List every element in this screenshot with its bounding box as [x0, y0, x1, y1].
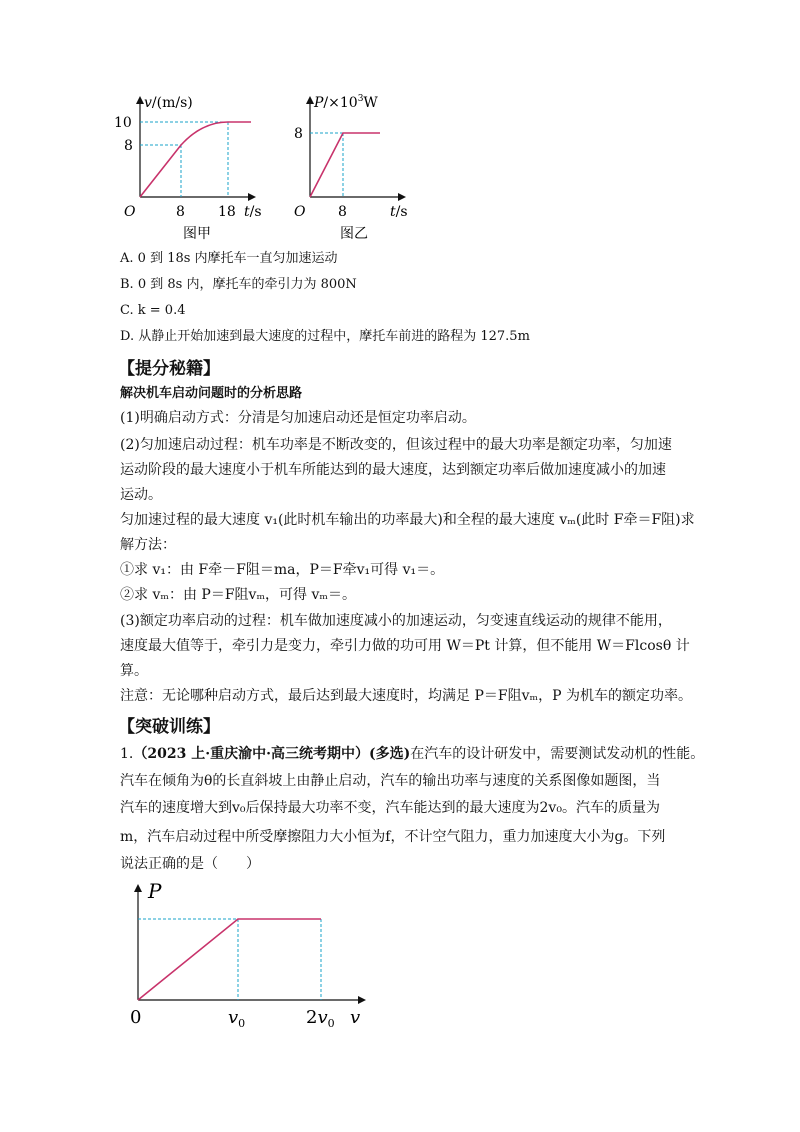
p-v-curve — [138, 919, 321, 1000]
option-d: D. 从静止开始加速到最大速度的过程中，摩托车前进的路程为 127.5m — [120, 329, 530, 344]
question-line: 汽车的速度增大到v₀后保持最大功率不变，汽车能达到的最大速度为2v₀。汽车的质量为 — [120, 800, 660, 816]
y-axis-label: v/(m/s) — [144, 95, 193, 111]
question-line: 1.（2023 上·重庆渝中·高三统考期中）(多选)在汽车的设计研发中，需要测试发动机的性能。 — [120, 746, 705, 762]
x-tick: 8 — [338, 204, 347, 220]
text-line: 注意：无论哪种启动方式，最后达到最大速度时，均满足 P＝F阻vₘ，P 为机车的额定功率。 — [120, 688, 692, 704]
section-subtitle: 解决机车启动问题时的分析思路 — [120, 386, 303, 401]
p-t-curve — [310, 133, 380, 197]
y-tick: 8 — [294, 126, 303, 142]
section-title: 【提分秘籍】 — [118, 359, 220, 379]
text-line: (1)明确启动方式：分清是匀加速启动还是恒定功率启动。 — [120, 410, 476, 426]
text-line: 算。 — [120, 663, 148, 679]
origin-label: 0 — [130, 1007, 142, 1028]
text-line: ②求 vₘ：由 P＝F阻vₘ，可得 vₘ＝。 — [120, 587, 356, 603]
text-line: 解方法： — [120, 537, 176, 553]
x-axis-label: t/s — [244, 204, 262, 220]
text-line: 匀加速过程的最大速度 v₁(此时机车输出的功率最大)和全程的最大速度 vₘ(此时 F牵＝F阻)求 — [120, 512, 695, 528]
origin-label: O — [294, 204, 306, 220]
figure-p-v — [118, 878, 378, 1038]
text-line: (2)匀加速启动过程：机车功率是不断改变的，但该过程中的最大功率是额定功率，匀加速 — [120, 437, 672, 453]
y-tick: 8 — [124, 138, 133, 154]
option-a: A. 0 到 18s 内摩托车一直匀加速运动 — [120, 251, 338, 266]
option-b: B. 0 到 8s 内，摩托车的牵引力为 800N — [120, 277, 357, 292]
x-tick: 18 — [218, 204, 236, 220]
figure-caption: 图乙 — [340, 226, 368, 242]
section-title: 【突破训练】 — [118, 717, 220, 737]
y-axis-label: P — [148, 879, 162, 903]
figure-p-t — [290, 92, 420, 242]
x-tick-v0: $v_0$ — [228, 1007, 246, 1030]
v-t-curve — [140, 122, 251, 197]
figure-v-t — [114, 92, 270, 242]
text-line: 运动。 — [120, 487, 162, 503]
text-line: 速度最大值等于，牵引力是变力，牵引力做的功可用 W＝Pt 计算，但不能用 W＝Flcosθ 计 — [120, 638, 690, 654]
origin-label: O — [124, 204, 136, 220]
text-line: ①求 v₁：由 F牵－F阻＝ma，P＝F牵v₁可得 v₁＝。 — [120, 562, 445, 578]
option-c: C. k = 0.4 — [120, 303, 186, 318]
y-axis-label: $P/\times 10^3W$ — [314, 94, 378, 111]
x-tick-2v0: $2v_0$ — [306, 1007, 335, 1030]
question-line: 汽车在倾角为θ的长直斜坡上由静止启动，汽车的输出功率与速度的关系图像如题图，当 — [120, 773, 661, 789]
text-line: 运动阶段的最大速度小于机车所能达到的最大速度，达到额定功率后做加速度减小的加速 — [120, 462, 666, 478]
x-axis-label: t/s — [390, 204, 408, 220]
x-tick: 8 — [176, 204, 185, 220]
text-line: (3)额定功率启动的过程：机车做加速度减小的加速运动，匀变速直线运动的规律不能用， — [120, 613, 672, 629]
question-line: m，汽车启动过程中所受摩擦阻力大小恒为f，不计空气阻力，重力加速度大小为g。下列 — [120, 829, 666, 845]
question-line: 说法正确的是（ ） — [120, 856, 260, 872]
x-axis-label: v — [350, 1007, 361, 1028]
figure-caption: 图甲 — [183, 226, 211, 242]
y-tick: 10 — [114, 115, 132, 131]
